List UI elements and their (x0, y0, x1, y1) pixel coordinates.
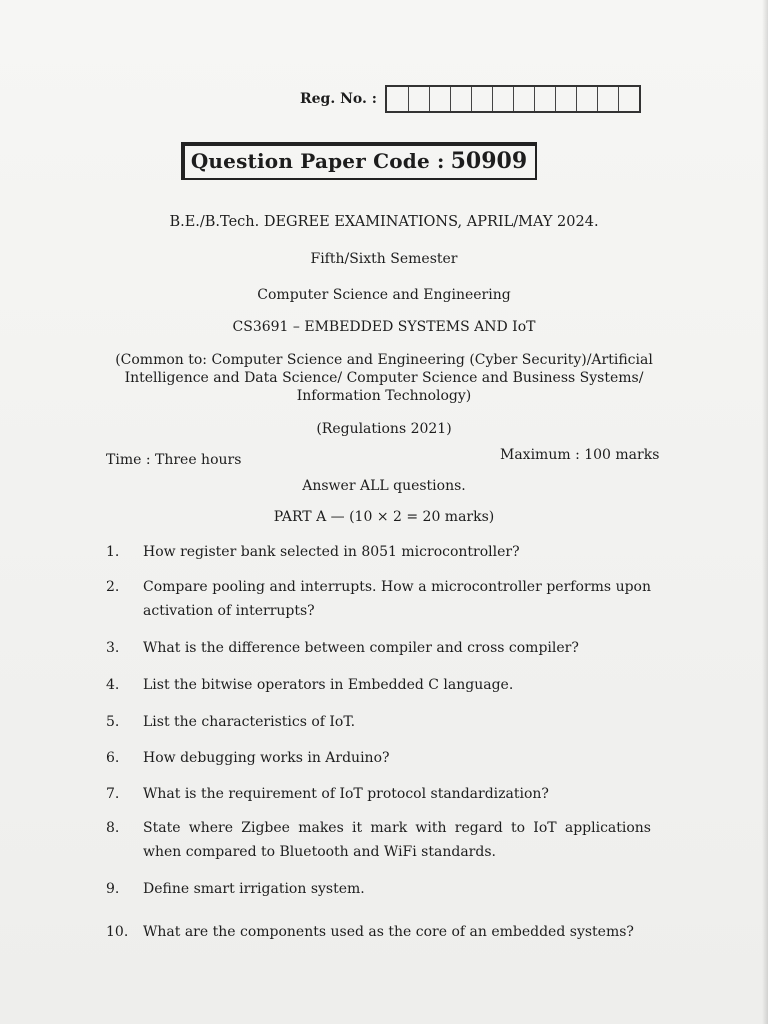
question-text: State where Zigbee makes it mark with regard to IoT applications when compared to Bluetooth and WiFi standards. (143, 820, 651, 860)
question-paper-code-box (181, 142, 537, 180)
question-number: 9. (106, 881, 120, 897)
question-number: 2. (106, 579, 120, 595)
question-text: What is the requirement of IoT protocol standardization? (143, 786, 549, 802)
question-text: Compare pooling and interrupts. How a microcontroller performs upon activation of interrupts? (143, 579, 651, 619)
common-to-line-1: (Common to: Computer Science and Engineering (Cyber Security)/Artificial (115, 352, 653, 368)
reg-number-box (534, 87, 555, 111)
reg-number-field (300, 85, 641, 113)
reg-number-box (597, 87, 618, 111)
question-text: List the bitwise operators in Embedded C language. (143, 677, 514, 693)
question-item (106, 636, 651, 660)
question-number: 5. (106, 714, 120, 730)
reg-number-box (618, 87, 639, 111)
question-item (106, 710, 651, 734)
question-text: How debugging works in Arduino? (143, 750, 390, 766)
common-to-note (0, 351, 768, 405)
regulations: (Regulations 2021) (316, 421, 452, 437)
reg-number-box (450, 87, 471, 111)
reg-number-box (513, 87, 534, 111)
question-number: 6. (106, 750, 120, 766)
department: Computer Science and Engineering (257, 287, 511, 303)
reg-number-box (555, 87, 576, 111)
reg-number-boxes (385, 85, 641, 113)
course-title: CS3691 – EMBEDDED SYSTEMS AND IoT (232, 319, 536, 335)
question-item (106, 877, 651, 901)
reg-number-box (576, 87, 597, 111)
reg-number-box (429, 87, 450, 111)
question-text: What are the components used as the core of an embedded systems? (143, 924, 634, 940)
question-number: 3. (106, 640, 120, 656)
question-item (106, 920, 651, 944)
question-item (106, 816, 651, 864)
question-number: 4. (106, 677, 120, 693)
question-text: Define smart irrigation system. (143, 881, 365, 897)
reg-number-box (492, 87, 513, 111)
question-number: 7. (106, 786, 120, 802)
question-text: List the characteristics of IoT. (143, 714, 356, 730)
question-item (106, 540, 651, 564)
maximum-marks: Maximum : 100 marks (500, 447, 660, 463)
question-paper-code: 50909 (450, 148, 528, 174)
question-number: 10. (106, 924, 129, 940)
question-text: How register bank selected in 8051 microcontroller? (143, 544, 520, 560)
reg-number-box (408, 87, 429, 111)
common-to-line-2: Intelligence and Data Science/ Computer Science and Business Systems/ (124, 370, 644, 386)
question-paper-code-label: Question Paper Code : (190, 149, 445, 173)
question-text: What is the difference between compiler and cross compiler? (143, 640, 579, 656)
question-number: 8. (106, 820, 120, 836)
semester: Fifth/Sixth Semester (310, 251, 458, 267)
instructions: Answer ALL questions. (302, 478, 466, 494)
reg-number-box (471, 87, 492, 111)
time-allowed: Time : Three hours (106, 452, 242, 468)
exam-title: B.E./B.Tech. DEGREE EXAMINATIONS, APRIL/MAY 2024. (169, 214, 599, 230)
part-heading: PART A — (10 × 2 = 20 marks) (273, 509, 495, 525)
question-item (106, 673, 651, 697)
common-to-line-3: Information Technology) (296, 388, 472, 404)
question-item (106, 746, 651, 770)
question-number: 1. (106, 544, 120, 560)
reg-number-box (387, 87, 408, 111)
reg-number-label: Reg. No. : (300, 91, 377, 107)
question-item (106, 782, 651, 806)
question-item (106, 575, 651, 623)
